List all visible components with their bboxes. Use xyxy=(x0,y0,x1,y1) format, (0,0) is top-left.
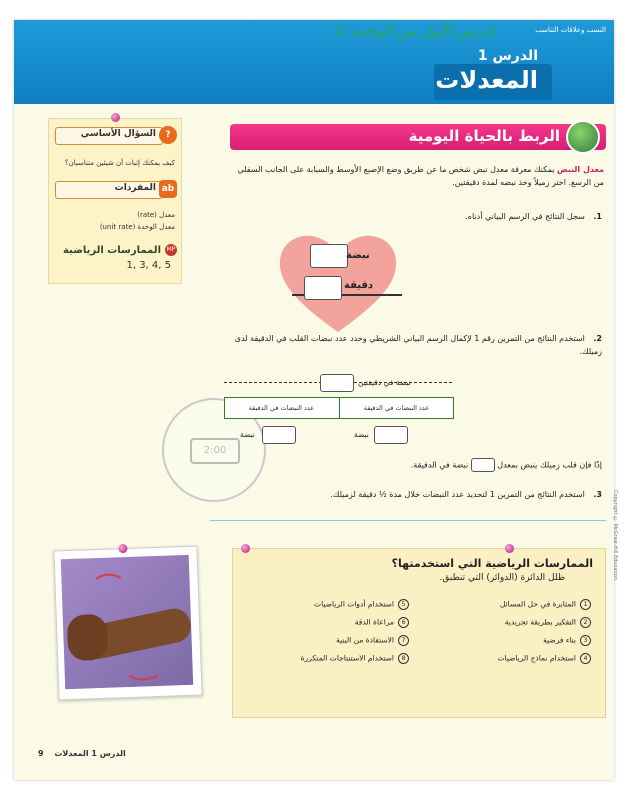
practice-item-label: التفكير بطريقة تجريدية xyxy=(504,617,576,627)
practice-item-label: استخدام نماذج الرياضيات xyxy=(497,653,576,663)
question-text: استخدم النتائج من التمرين رقم 1 لإكمال الرسم البياني الشريطي وحدد عدد نبضات القلب في الدقيقة لدى زميلك. xyxy=(234,334,602,356)
essential-question-bar xyxy=(55,127,163,145)
practice-circle[interactable]: 8 xyxy=(398,653,409,664)
question-3 xyxy=(232,488,602,501)
chapter-tag: النسب وعلاقات التناسب xyxy=(535,26,606,34)
minutes-label: دقيقة xyxy=(344,280,374,291)
tape-bar xyxy=(224,397,454,419)
question-2 xyxy=(232,332,602,358)
tape-answer-suffix: نبضة في الدقيقة. xyxy=(410,460,469,470)
footer-lesson-label: الدرس 1 المعدلات xyxy=(54,749,126,758)
practice-circle[interactable]: 1 xyxy=(580,599,591,610)
pin-icon xyxy=(111,113,120,122)
pin-icon xyxy=(505,544,514,553)
practice-circle[interactable]: 4 xyxy=(580,653,591,664)
question-text: سجل النتائج في الرسم البياني أدناه. xyxy=(465,212,585,221)
intro-text: يمكنك معرفة معدل نبض شخص ما عن طريق وضع الإصبع الأوسط والسبابة على الجانب السفلي من الرسغ. اختر زميلاً وخذ نبضه لمدة دقيقتين. xyxy=(237,165,604,187)
practice-subtitle: ظلل الدائرة (الدوائر) التي تنطبق. xyxy=(439,573,565,583)
math-practices-numbers: 1, 3, 4, 5 xyxy=(126,260,171,271)
practice-item-label: المثابرة في حل المسائل xyxy=(499,599,576,609)
question-mark-icon: ? xyxy=(159,126,177,144)
vocabulary-bar xyxy=(55,181,163,199)
question-number: 1. xyxy=(593,212,602,221)
vocabulary-icon: ab xyxy=(159,180,177,198)
tape-answer-text: إذًا فإن قلب زميلك ينبض بمعدل xyxy=(497,460,602,470)
practice-item[interactable] xyxy=(497,653,591,664)
practice-item[interactable] xyxy=(314,599,409,610)
workbook-page xyxy=(14,20,618,780)
practice-circle[interactable]: 5 xyxy=(398,599,409,610)
publisher-side-note: Copyright © McGraw-Hill Education xyxy=(612,490,618,580)
beats-answer-box[interactable] xyxy=(310,244,348,268)
essential-question: كيف يمكنك إثبات أن شيئين متناسبان؟ xyxy=(64,159,175,167)
math-practices-label: الممارسات الرياضية xyxy=(63,245,161,256)
question-1 xyxy=(232,210,602,223)
minutes-answer-box[interactable] xyxy=(304,276,342,300)
beats-label: نبضة xyxy=(346,250,370,261)
question-number: 2. xyxy=(593,334,602,343)
practice-item[interactable] xyxy=(543,635,591,646)
lesson-title: المعدلات xyxy=(435,66,538,94)
tape-right-answer-box[interactable] xyxy=(374,426,408,444)
pulse-photo xyxy=(53,546,202,701)
pin-icon xyxy=(241,544,250,553)
tape-right-label: نبضة xyxy=(354,430,369,439)
section-divider xyxy=(210,520,606,521)
practice-circle[interactable]: 6 xyxy=(398,617,409,628)
intro-term: معدل النبض xyxy=(556,165,604,174)
lesson-number: الدرس 1 xyxy=(477,48,538,64)
pulse-photo-image xyxy=(61,555,193,689)
math-practices-icon: MP xyxy=(165,244,177,256)
practice-item[interactable] xyxy=(500,599,591,610)
practice-circle[interactable]: 3 xyxy=(580,635,591,646)
math-practices-card xyxy=(232,548,606,718)
practice-circle[interactable]: 7 xyxy=(398,635,409,646)
pin-icon xyxy=(118,544,127,553)
tape-total-answer-box[interactable] xyxy=(320,374,354,392)
tape-top-label: نبضة في دقيقتين xyxy=(358,378,411,387)
vocab-item: معدل (rate) xyxy=(137,211,175,219)
pulse-mark xyxy=(91,573,126,598)
section-title: الربط بالحياة اليومية xyxy=(408,127,560,145)
essential-question-label: السؤال الأساسي xyxy=(80,129,156,139)
practice-item-label: الاستفادة من البنية xyxy=(336,635,394,645)
vocab-item: معدل الوحدة (unit rate) xyxy=(99,223,175,231)
pulse-mark xyxy=(124,656,163,681)
globe-icon xyxy=(566,120,600,154)
practice-item[interactable] xyxy=(301,653,409,664)
hand-shape xyxy=(67,614,109,661)
tape-cell-right: عدد النبضات في الدقيقة xyxy=(339,398,453,418)
tape-answer-line xyxy=(411,458,602,472)
vocabulary-label: المفردات xyxy=(114,183,156,193)
section-header xyxy=(230,124,606,150)
practice-item-label: استخدام أدوات الرياضيات xyxy=(314,599,394,609)
practice-item-label: استخدام الاستنتاجات المتكررة xyxy=(300,653,394,663)
question-text: استخدم النتائج من التمرين 1 لتحديد عدد النبضات خلال مدة ½ دقيقة لزميلك. xyxy=(330,490,585,499)
tape-left-label: نبضة xyxy=(240,430,255,439)
footer xyxy=(38,749,126,758)
sidebar-card xyxy=(48,118,182,284)
intro-paragraph xyxy=(234,163,604,189)
practice-title: الممارسات الرياضية التي استخدمتها؟ xyxy=(391,557,593,570)
page-number: 9 xyxy=(38,749,44,758)
practice-circle[interactable]: 2 xyxy=(580,617,591,628)
rate-answer-box[interactable] xyxy=(471,458,495,472)
handwritten-note: لدرس الأول من الوحدة ① xyxy=(332,22,495,40)
tape-cell-left: عدد النبضات في الدقيقة xyxy=(248,404,315,412)
question-number: 3. xyxy=(593,490,602,499)
practice-item-label: مراعاة الدقة xyxy=(354,617,394,627)
practice-item[interactable] xyxy=(505,617,591,628)
lesson-banner xyxy=(14,20,614,104)
practice-item-label: بناء فرضية xyxy=(543,635,576,645)
practice-item[interactable] xyxy=(336,635,409,646)
tape-left-answer-box[interactable] xyxy=(262,426,296,444)
practice-item[interactable] xyxy=(355,617,409,628)
stopwatch-display: 2:00 xyxy=(190,438,240,464)
